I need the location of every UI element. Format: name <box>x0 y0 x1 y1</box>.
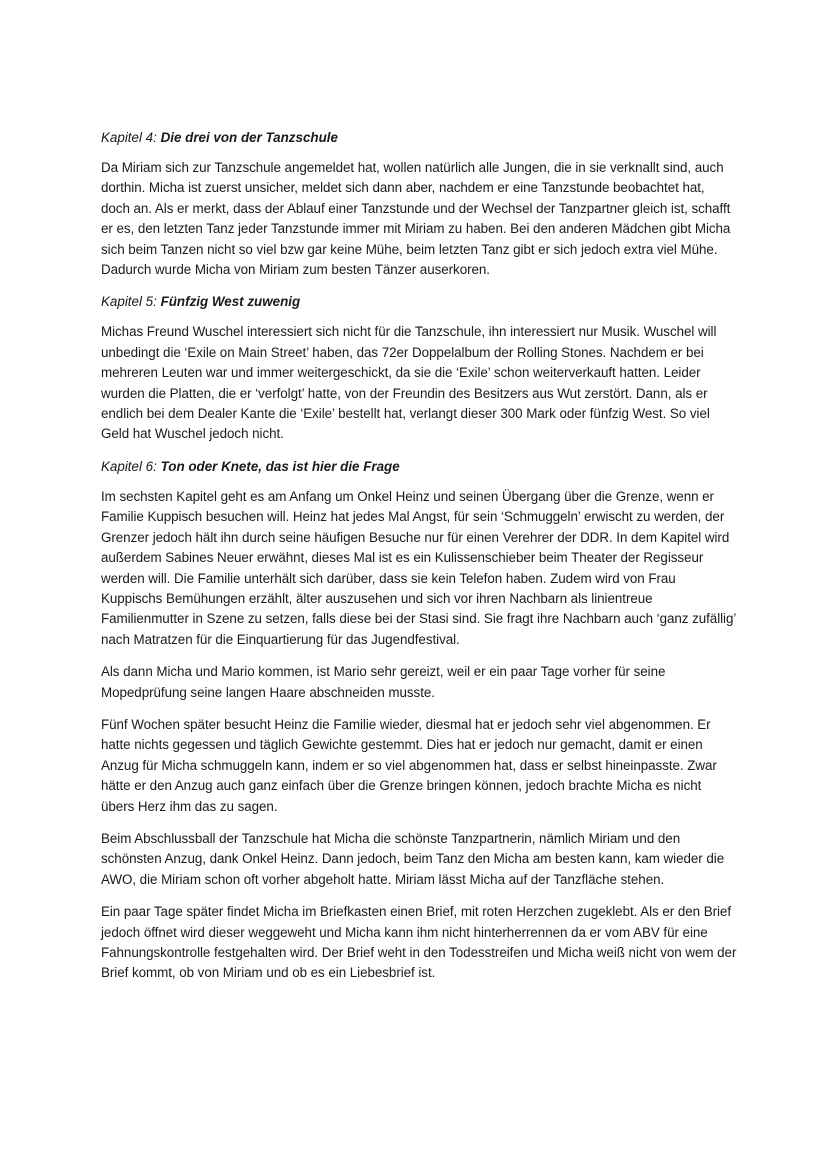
chapter-heading <box>101 292 737 312</box>
paragraph: Im sechsten Kapitel geht es am Anfang um Onkel Heinz und seinen Übergang über die Grenze, wenn er Familie Kuppisch besuchen will. Heinz hat jedes Mal Angst, für sein ‘Schmuggeln’ erwischt zu werden, der Grenzer jedoch hält ihn durch seine häufigen Besuche nur für einen Verehrer der DDR. In dem Kapitel wird außerdem Sabines Neuer erwähnt, dieses Mal ist es ein Kulissenschieber beim Theater der Regisseur werden will. Die Familie unterhält sich darüber, dass sie kein Telefon haben. Zudem wird von Frau Kuppischs Bemühungen erzählt, älter auszusehen und sich vor ihren Nachbarn als linientreue Familienmutter in Szene zu setzen, falls diese bei der Stasi sind. Sie fragt ihre Nachbarn auch ‘ganz zufällig’ nach Matratzen für die Einquartierung für das Jugendfestival. <box>101 488 736 647</box>
paragraph: Michas Freund Wuschel interessiert sich nicht für die Tanzschule, ihn interessiert nur Musik. Wuschel will unbedingt die ‘Exile on Main Street’ haben, das 72er Doppelalbum der Rolling Stones. Nachdem er bei mehreren Leuten war und immer weitergeschickt, da sie die ‘Exile’ schon weiterverkauft hatten. Leider wurden die Platten, die er ‘verfolgt’ hatte, von der Freundin des Besitzers aus Wut zerstört. Dann, als er endlich bei dem Dealer Kante die ‘Exile’ bestellt hat, verlangt dieser 300 Mark oder fünfzig West. So viel Geld hat Wuschel jedoch nicht. <box>101 324 717 442</box>
chapter-title: Ton oder Knete, das ist hier die Frage <box>160 458 400 474</box>
chapter-4 <box>101 128 737 280</box>
chapter-label: Kapitel 4: <box>101 130 157 145</box>
paragraph: Beim Abschlussball der Tanzschule hat Micha die schönste Tanzpartnerin, nämlich Miriam und den schönsten Anzug, dank Onkel Heinz. Dann jedoch, beim Tanz den Micha am besten kann, kam wieder die AWO, die Miriam schon oft vorher abgeholt hatte. Miriam lässt Micha auf der Tanzfläche stehen. <box>101 830 725 887</box>
chapter-label: Kapitel 6: <box>101 458 157 474</box>
chapter-heading <box>101 128 737 148</box>
paragraph: Ein paar Tage später findet Micha im Briefkasten einen Brief, mit roten Herzchen zugeklebt. Als er den Brief jedoch öffnet wird dieser weggeweht und Micha kann ihm nicht hinterherrennen da er vom ABV für eine Fahnungskontrolle festgehalten wird. Der Brief weht in den Todesstreifen und Micha weiß nicht von wem der Brief kommt, ob von Miriam und ob es ein Liebesbrief ist. <box>101 904 737 981</box>
chapter-heading <box>101 457 737 477</box>
paragraph: Als dann Micha und Mario kommen, ist Mario sehr gereizt, weil er ein paar Tage vorher für seine Mopedprüfung seine langen Haare abschneiden musste. <box>101 664 666 700</box>
paragraph: Fünf Wochen später besucht Heinz die Familie wieder, diesmal hat er jedoch sehr viel abgenommen. Er hatte nichts gegessen und täglich Gewichte gestemmt. Dies hat er jedoch nur gemacht, damit er einen Anzug für Micha schmuggeln kann, indem er so viel abgenommen hat, dass er selbst hineinpasste. Zwar hätte er den Anzug auch ganz einfach über die Grenze bringen können, jedoch brachte Micha es nicht übers Herz ihm das zu sagen. <box>101 716 717 814</box>
chapter-title: Die drei von der Tanzschule <box>160 130 338 145</box>
document-page <box>101 128 737 996</box>
chapter-label: Kapitel 5: <box>101 294 157 310</box>
chapter-title: Fünfzig West zuwenig <box>160 294 301 310</box>
paragraph: Da Miriam sich zur Tanzschule angemeldet hat, wollen natürlich alle Jungen, die in sie verknallt sind, auch dorthin. Micha ist zuerst unsicher, meldet sich dann aber, nachdem er eine Tanzstunde beobachtet hat, doch an. Als er merkt, dass der Ablauf einer Tanzstunde und der Wechsel der Tanzpartner gleich ist, schafft er es, den letzten Tanz jeder Tanzstunde immer mit Miriam zu haben. Bei den anderen Mädchen gibt Micha sich beim Tanzen nicht so viel bzw gar keine Mühe, beim letzten Tanz gibt er sich jedoch extra viel Mühe. Dadurch wurde Micha von Miriam zum besten Tänzer auserkoren. <box>101 160 731 278</box>
chapter-6 <box>101 457 737 984</box>
chapter-5 <box>101 292 737 444</box>
